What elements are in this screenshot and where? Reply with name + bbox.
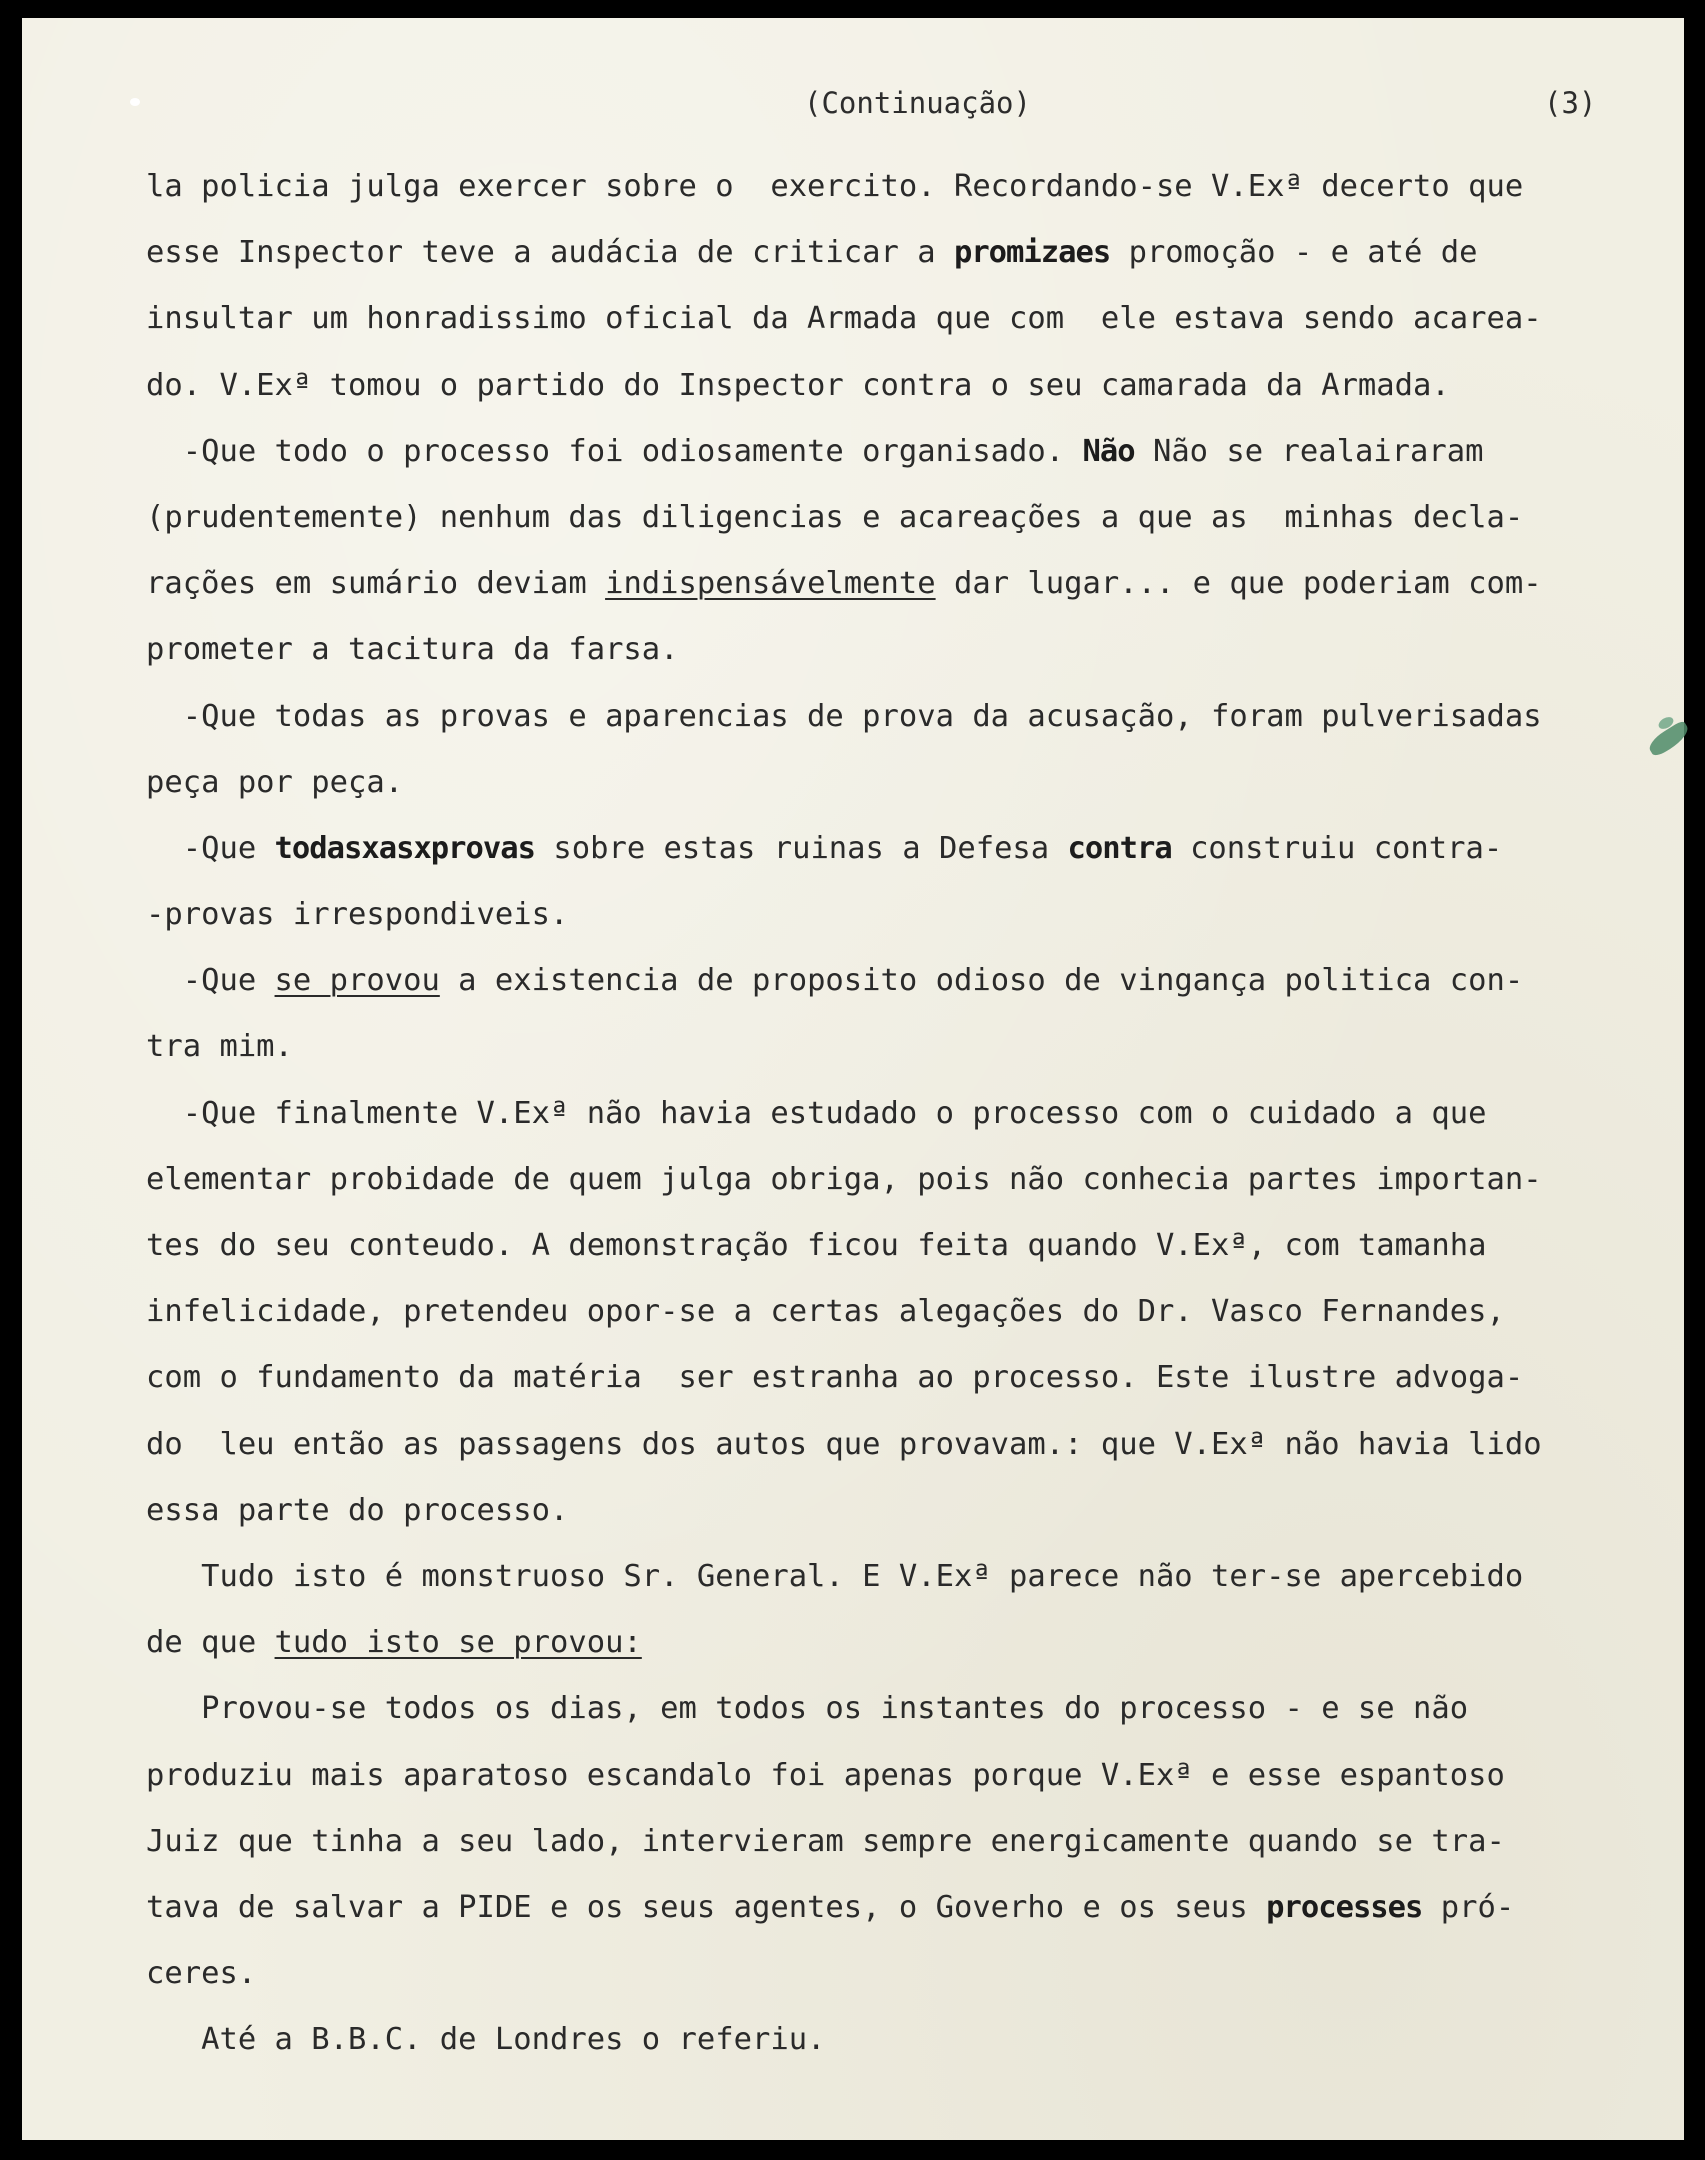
text-line — [146, 2007, 1701, 2073]
line-text: -Que todas as provas e aparencias de prova da acusação, foram pulverisadas — [146, 698, 1542, 734]
text-line — [146, 750, 1701, 816]
text-line — [146, 1345, 1701, 1411]
line-text: -Que todo o processo foi odiosamente organisado. — [146, 433, 1083, 469]
text-line — [146, 1809, 1701, 1875]
text-line — [146, 1941, 1701, 2007]
text-line — [146, 1478, 1701, 1544]
line-text: produziu mais aparatoso escandalo foi apenas porque V.Exª e esse espantoso — [146, 1757, 1505, 1793]
line-text: insultar um honradissimo oficial da Armada que com ele estava sendo acarea- — [146, 301, 1542, 337]
text-line — [146, 1081, 1701, 1147]
text-line — [146, 1743, 1701, 1809]
page-number: (3) — [1544, 86, 1597, 120]
text-line — [146, 286, 1701, 352]
line-text: esse Inspector teve a audácia de criticar a — [146, 235, 954, 271]
line-text: Até a B.B.C. de Londres o referiu. — [146, 2022, 826, 2058]
underlined-text: se provou — [274, 963, 440, 999]
line-text: dar lugar... e que poderiam com- — [935, 566, 1542, 602]
text-line — [146, 419, 1701, 485]
text-line — [146, 353, 1701, 419]
text-line — [146, 816, 1701, 882]
line-text: a existencia de proposito odioso de vingança politica con- — [439, 963, 1524, 999]
line-text: elementar probidade de quem julga obriga, pois não conhecia partes importan- — [146, 1161, 1542, 1197]
line-text: do. V.Exª tomou o partido do Inspector contra o seu camarada da Armada. — [146, 367, 1450, 403]
text-line — [146, 948, 1701, 1014]
underlined-text: indispensávelmente — [605, 566, 936, 602]
text-line — [146, 1412, 1701, 1478]
page-header — [22, 86, 1684, 126]
line-text: essa parte do processo. — [146, 1492, 569, 1528]
text-line — [146, 154, 1701, 220]
text-line — [146, 485, 1701, 551]
continuation-title: (Continuação) — [804, 86, 1031, 120]
text-line — [146, 1875, 1701, 1941]
text-line — [146, 1610, 1701, 1676]
line-text: Juiz que tinha a seu lado, intervieram sempre energicamente quando se tra- — [146, 1823, 1505, 1859]
line-text: pró- — [1422, 1889, 1515, 1925]
line-text: ceres. — [146, 1956, 257, 1992]
struck-out-text: processes — [1266, 1889, 1423, 1925]
text-line — [146, 684, 1701, 750]
line-text: tes do seu conteudo. A demonstração ficou feita quando V.Exª, com tamanha — [146, 1228, 1487, 1263]
line-text: -provas irrespondiveis. — [146, 897, 569, 933]
line-text: rações em sumário deviam — [146, 566, 606, 602]
line-text: Não se realairaram — [1134, 433, 1484, 469]
text-line — [146, 882, 1701, 948]
line-text: -Que — [146, 830, 275, 866]
line-text: -Que finalmente V.Exª não havia estudado o processo com o cuidado a que — [146, 1095, 1487, 1131]
underlined-text: tudo isto se provou: — [274, 1625, 642, 1661]
line-text: Provou-se todos os dias, em todos os instantes do processo - e se não — [146, 1691, 1469, 1727]
text-line — [146, 1213, 1701, 1279]
line-text: Tudo isto é monstruoso Sr. General. E V.Exª parece não ter-se apercebido — [146, 1558, 1524, 1594]
line-text: tava de salvar a PIDE e os seus agentes, o Goverho e os seus — [146, 1889, 1267, 1925]
document-page — [22, 18, 1684, 2140]
line-text: la policia julga exercer sobre o exercito. Recordando-se V.Exª decerto que — [146, 169, 1524, 204]
text-line — [146, 1014, 1701, 1080]
text-line — [146, 551, 1701, 617]
struck-out-text: todasxasxprovas — [274, 830, 535, 866]
text-line — [146, 1147, 1701, 1213]
text-line — [146, 617, 1701, 683]
line-text: com o fundamento da matéria ser estranha ao processo. Este ilustre advoga- — [146, 1360, 1524, 1396]
line-text: infelicidade, pretendeu opor-se a certas alegações do Dr. Vasco Fernandes, — [146, 1294, 1505, 1330]
text-line — [146, 1544, 1701, 1610]
line-text: sobre estas ruinas a Defesa — [535, 830, 1068, 866]
line-text: (prudentemente) nenhum das diligencias e acareações a que as minhas decla- — [146, 499, 1524, 535]
line-text: tra mim. — [146, 1029, 293, 1065]
struck-out-text: promizaes — [953, 235, 1111, 271]
text-line — [146, 220, 1701, 286]
struck-out-text: Não — [1082, 433, 1135, 469]
line-text: de que — [146, 1625, 275, 1661]
line-text: promoção - e até de — [1110, 235, 1478, 271]
text-line — [146, 1279, 1701, 1345]
line-text: do leu então as passagens dos autos que provavam.: que V.Exª não havia lido — [146, 1426, 1542, 1462]
line-text: prometer a tacitura da farsa. — [146, 632, 679, 668]
text-line — [146, 1676, 1701, 1742]
typed-letter-body — [146, 154, 1701, 2073]
line-text: -Que — [146, 963, 275, 999]
line-text: construiu contra- — [1171, 830, 1503, 866]
struck-out-text: contra — [1067, 830, 1172, 866]
line-text: peça por peça. — [146, 764, 404, 800]
